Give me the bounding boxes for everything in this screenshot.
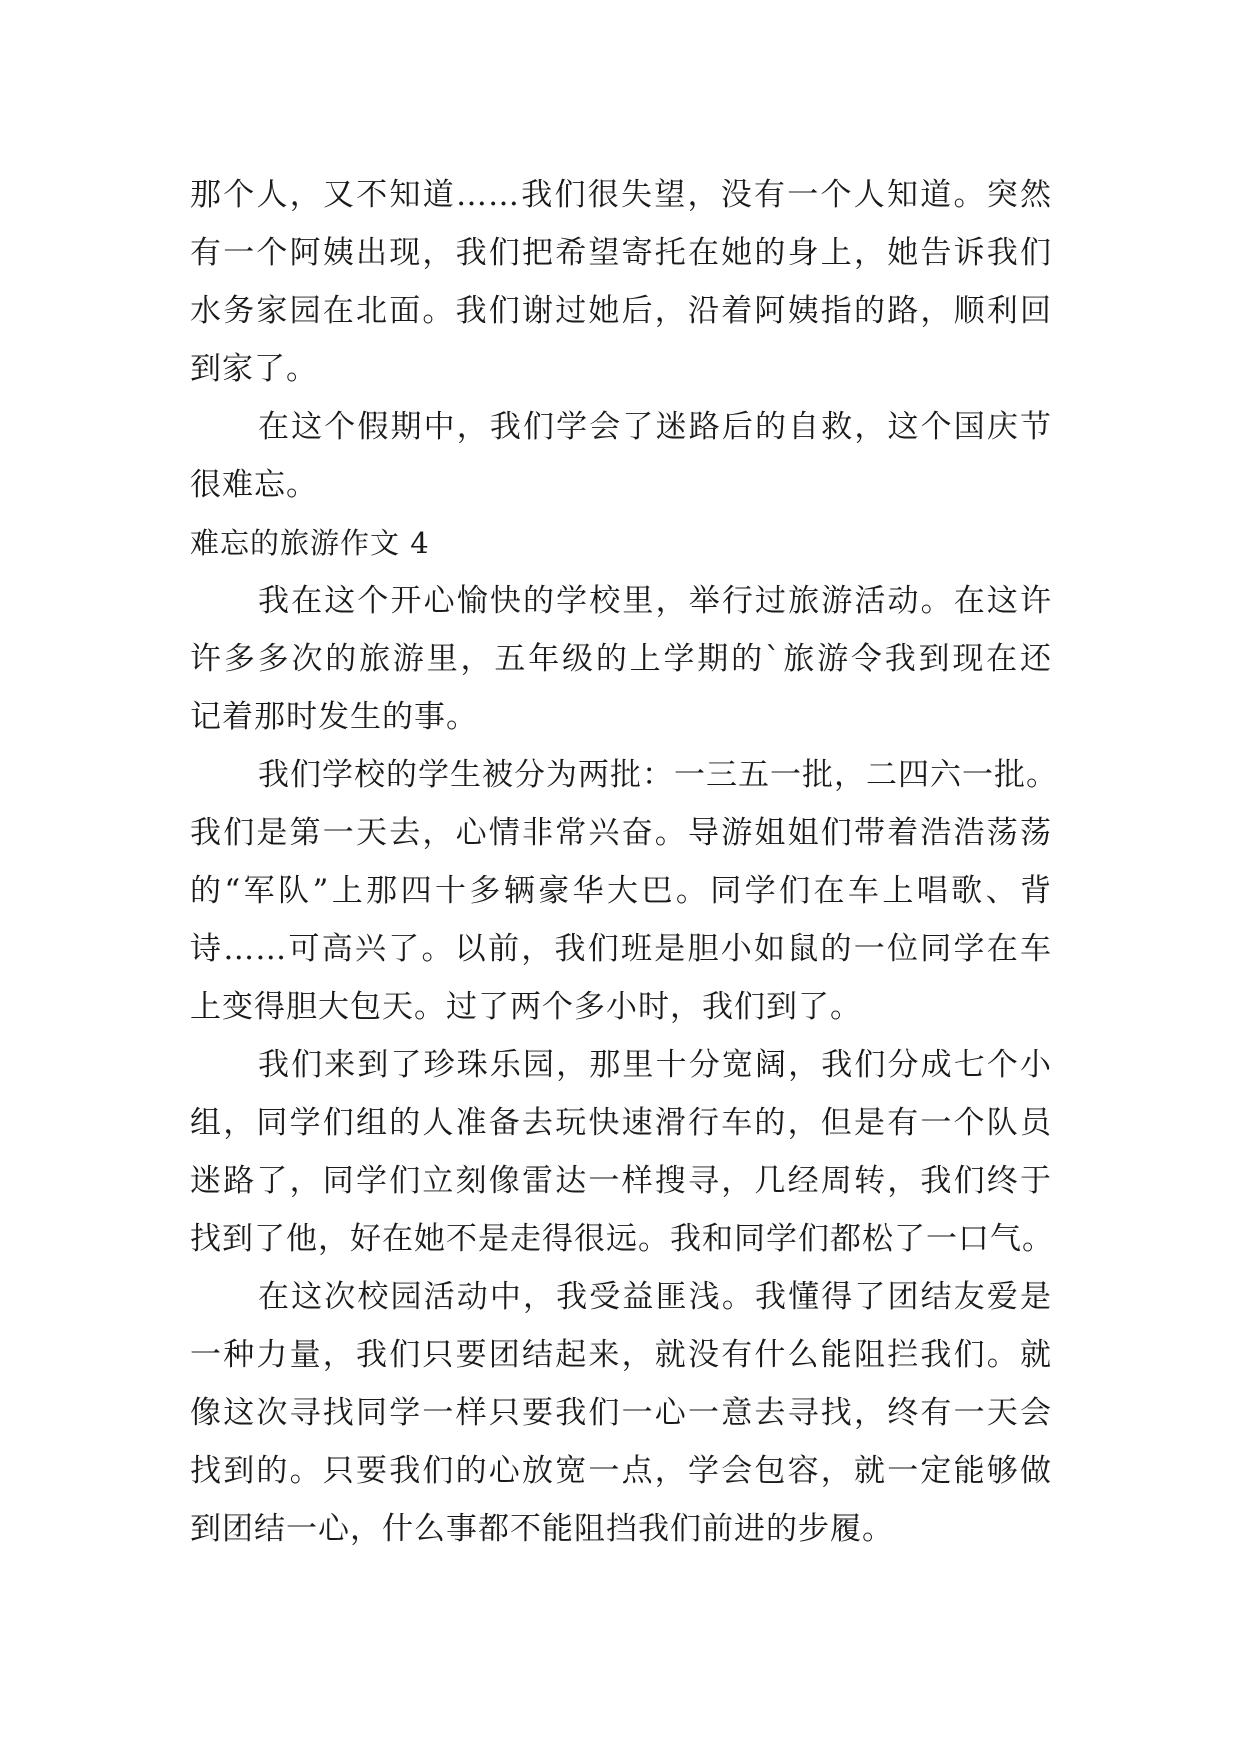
text-line: 迷路了，同学们立刻像雷达一样搜寻，几经周转，我们终于	[190, 1163, 1052, 1199]
text-line: 水务家园在北面。我们谢过她后，沿着阿姨指的路，顺利回	[190, 293, 1052, 329]
text-line: 找到了他，好在她不是走得很远。我和同学们都松了一口气。	[190, 1221, 1054, 1257]
text-line: 我们是第一天去，心情非常兴奋。导游姐姐们带着浩浩荡荡	[190, 815, 1052, 851]
text-line: 到家了。	[190, 351, 318, 387]
text-line: 到团结一心，什么事都不能阻挡我们前进的步履。	[190, 1511, 894, 1547]
text-line: 的“军队”上那四十多辆豪华大巴。同学们在车上唱歌、背	[190, 873, 1052, 909]
text-line: 像这次寻找同学一样只要我们一心一意去寻找，终有一天会	[190, 1395, 1052, 1431]
document-page	[190, 166, 1058, 1558]
paragraph-first-line: 我在这个开心愉快的学校里，举行过旅游活动。在这许	[258, 583, 1052, 619]
text-line: 上变得胆大包天。过了两个多小时，我们到了。	[190, 989, 862, 1025]
text-line: 很难忘。	[190, 467, 318, 503]
paragraph-first-line: 我们学校的学生被分为两批：一三五一批，二四六一批。	[258, 757, 1058, 793]
text-line: 一种力量，我们只要团结起来，就没有什么能阻拦我们。就	[190, 1337, 1052, 1373]
text-line: 组，同学们组的人准备去玩快速滑行车的，但是有一个队员	[190, 1105, 1052, 1141]
text-line: 有一个阿姨出现，我们把希望寄托在她的身上，她告诉我们	[190, 235, 1052, 271]
paragraph-first-line: 在这次校园活动中，我受益匪浅。我懂得了团结友爱是	[258, 1279, 1052, 1315]
text-line: 记着那时发生的事。	[190, 699, 478, 735]
text-line: 许多多次的旅游里，五年级的上学期的`旅游令我到现在还	[190, 641, 1052, 677]
text-line: 找到的。只要我们的心放宽一点，学会包容，就一定能够做	[190, 1453, 1052, 1489]
paragraph-first-line: 在这个假期中，我们学会了迷路后的自救，这个国庆节	[258, 409, 1052, 445]
text-line: 那个人，又不知道……我们很失望，没有一个人知道。突然	[190, 177, 1052, 213]
text-line: 诗……可高兴了。以前，我们班是胆小如鼠的一位同学在车	[190, 931, 1052, 967]
paragraph-first-line: 我们来到了珍珠乐园，那里十分宽阔，我们分成七个小	[258, 1047, 1052, 1083]
section-heading: 难忘的旅游作文 4	[190, 526, 430, 560]
